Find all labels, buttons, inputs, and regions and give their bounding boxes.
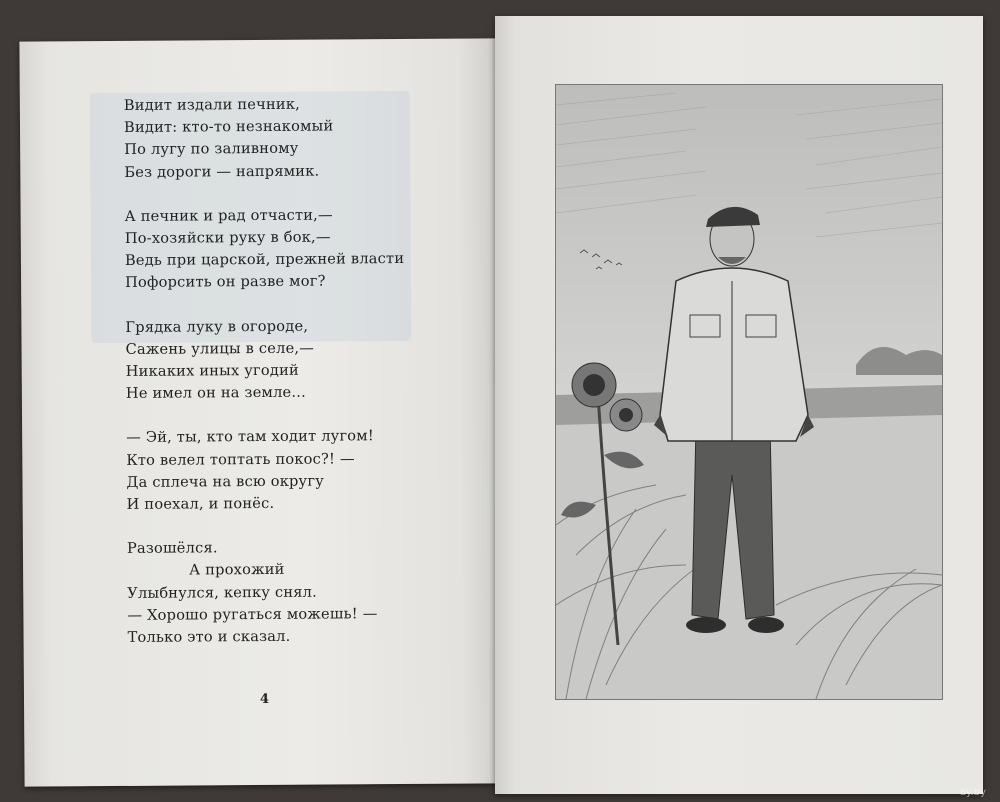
left-page xyxy=(19,38,500,786)
poem-line: Видит издали печник, xyxy=(123,95,301,114)
poem-line: Кто велел топтать покос?! — xyxy=(126,449,355,469)
right-page xyxy=(495,16,983,794)
poem-line: Никаких иных угодий xyxy=(125,361,299,380)
poem-text xyxy=(124,93,468,672)
poem-line: Пофорсить он разве мог? xyxy=(125,272,326,292)
poem-line: По-хозяйски руку в бок,— xyxy=(124,228,331,247)
watermark: ay.by xyxy=(959,787,986,798)
illustration-drawing xyxy=(556,85,942,699)
stanza-5 xyxy=(127,536,468,649)
poem-line: — Эй, ты, кто там ходит лугом! xyxy=(126,427,374,447)
stanza-4 xyxy=(126,425,467,516)
poem-line: Разошёлся. xyxy=(126,539,218,558)
poem-line: Не имел он на земле... xyxy=(125,383,306,403)
poem-line: Без дороги — напрямик. xyxy=(124,162,320,181)
page-number: 4 xyxy=(259,691,270,708)
stanza-1 xyxy=(124,93,465,184)
poem-line: Видит: кто-то незнакомый xyxy=(123,117,334,137)
poem-line: А прохожий xyxy=(189,561,285,579)
poem-line: А печник и рад отчасти,— xyxy=(124,206,333,225)
illustration xyxy=(555,84,943,700)
poem-line: По лугу по заливному xyxy=(124,140,299,159)
stanza-2 xyxy=(125,203,466,294)
poem-line: Только это и сказал. xyxy=(127,627,291,646)
poem-line: И поехал, и понёс. xyxy=(126,494,275,513)
stanza-3 xyxy=(125,314,466,405)
poem-line: Да сплеча на всю округу xyxy=(126,472,325,491)
poem-line: Улыбнулся, кепку снял. xyxy=(127,583,318,602)
poem-line: Ведь при царской, прежней власти xyxy=(124,250,405,270)
poem-line: Грядка луку в огороде, xyxy=(125,317,309,336)
poem-line: Сажень улицы в селе,— xyxy=(125,339,315,358)
poem-line: — Хорошо ругаться можешь! — xyxy=(127,605,378,624)
